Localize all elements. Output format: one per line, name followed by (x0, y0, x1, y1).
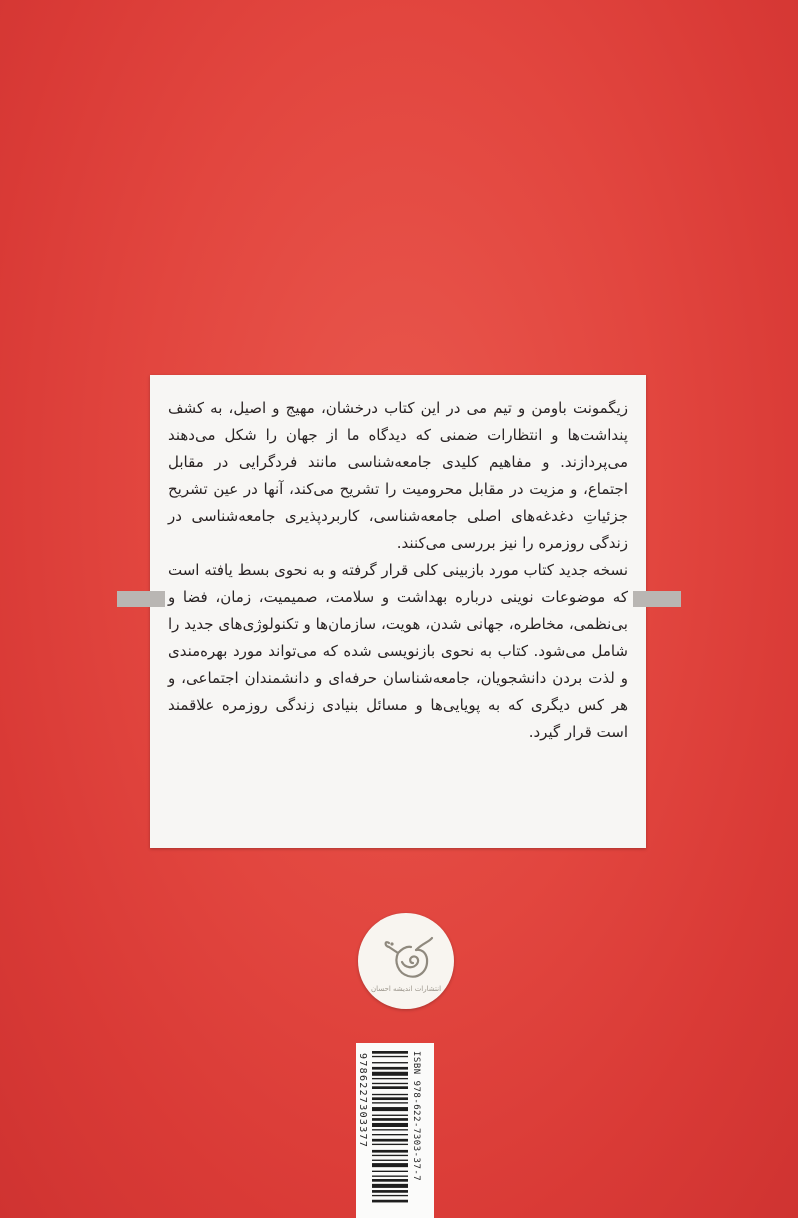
isbn-barcode (356, 1043, 434, 1218)
publisher-name: انتشارات اندیشه احسان (370, 985, 442, 993)
bird-icon (358, 913, 454, 1009)
isbn-label: ISBN 978-622-7303-37-7 (411, 1051, 421, 1182)
barcode-digits: 9786227303377 (357, 1053, 368, 1149)
description-paragraph-1: زیگمونت باومن و تیم می در این کتاب درخشان، مهیج و اصیل، به کشف پنداشت‌ها و انتظارات ضمنی که دیدگاه ما از جهان را شکل می‌دهند می‌پردازند. و مفاهیم کلیدی جامعه‌شناسی مانند فردگرایی در مقابل اجتماع، و مزیت در مقابل محرومیت را تشریح می‌کند، آنها در عین تشریح جزئیاتِ دغدغه‌های اصلی جامعه‌شناسی، کاربردپذیری جامعه‌شناسی در زندگی روزمره را نیز بررسی می‌کنند. (168, 399, 628, 552)
left-divider-mark (117, 591, 165, 607)
description-text (168, 395, 628, 746)
publisher-logo (358, 913, 454, 1009)
description-card (150, 375, 646, 848)
description-paragraph-2: نسخه جدید کتاب مورد بازبینی کلی قرار گرفته و به نحوی بسط یافته است که موضوعات نوینی درباره بهداشت و سلامت، صمیمیت، زمان، فضا و بی‌نظمی، مخاطره، جهانی شدن، هویت، سازمان‌ها و تکنولوژی‌های جدید را شامل می‌شود. کتاب به نحوی بازنویسی شده که می‌تواند مورد بهره‌مندی و لذت بردن دانشجویان، جامعه‌شناسان حرفه‌ای و دانشمندان اجتماعی، و هر کس دیگری که به پویایی‌ها و مسائل بنیادی زندگی روزمره علاقمند است قرار گیرد. (168, 561, 628, 741)
right-divider-mark (633, 591, 681, 607)
